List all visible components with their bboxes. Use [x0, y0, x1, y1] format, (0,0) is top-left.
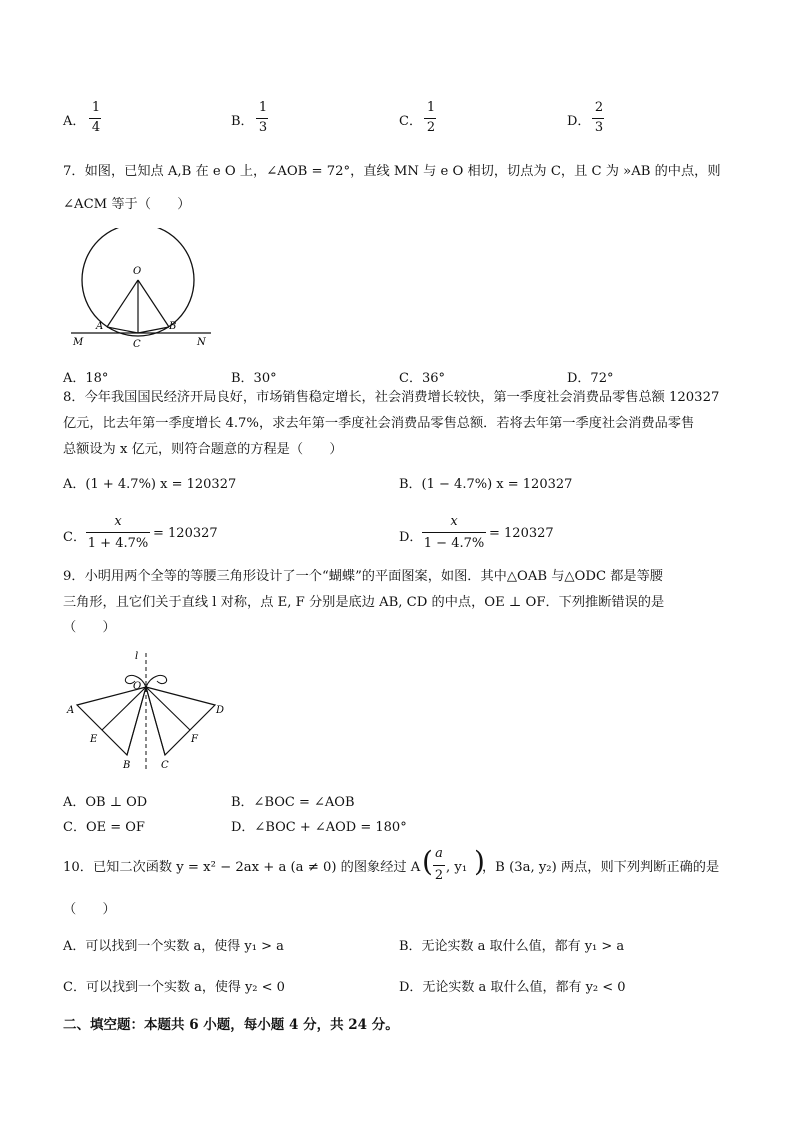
q8-option-c-rhs: = 120327 [153, 526, 218, 541]
q10-line2: （ ） [63, 902, 116, 917]
q10-pointa-num: a [435, 846, 443, 861]
q10-paren-open: ( [422, 845, 433, 878]
q10-suffix: ，B (3a, y₂) 两点，则下列判断正确的是 [482, 860, 720, 875]
q6-option-c-bar [424, 118, 436, 119]
q9-option-a: A．OB ⊥ OD [63, 795, 148, 810]
q9-option-b: B．∠BOC = ∠AOB [231, 795, 355, 810]
q10-pointa-den: 2 [434, 868, 444, 883]
segment-ob [127, 687, 146, 755]
q6-option-c-letter: C． [399, 114, 422, 129]
q7-circle-figure [63, 228, 213, 350]
q9-line3: （ ） [63, 620, 116, 635]
q6-option-d-num: 2 [594, 100, 604, 115]
label-o: O [133, 266, 142, 277]
q7-line2: ∠ACM 等于（ ） [63, 197, 191, 212]
q6-option-a-den: 4 [91, 120, 101, 135]
q6-option-d-letter: D． [567, 114, 591, 129]
q8-option-d-den: 1 − 4.7% [423, 536, 485, 551]
label-a: A [96, 321, 104, 332]
q7-option-b: B．30° [231, 371, 277, 386]
q10-option-c: C．可以找到一个实数 a，使得 y₂ < 0 [63, 980, 285, 995]
q9-butterfly-figure [63, 645, 238, 773]
q9-line2: 三角形，且它们关于直线 l 对称，点 E, F 分别是底边 AB, CD 的中点，OE ⊥ OF．下列推断错误的是 [63, 595, 665, 610]
label-o: O [133, 681, 142, 692]
label-b: B [123, 760, 131, 771]
label-n: N [197, 337, 206, 348]
q10-option-a: A．可以找到一个实数 a，使得 y₁ > a [63, 939, 284, 954]
q10-prefix: 10．已知二次函数 y = x² − 2ax + a (a ≠ 0) 的图象经过 A [63, 860, 421, 875]
q6-option-d-bar [592, 118, 604, 119]
q6-option-b-bar [256, 118, 268, 119]
label-a: A [67, 705, 75, 716]
segment-ob [138, 280, 169, 327]
label-c: C [133, 339, 141, 350]
q8-option-c-den: 1 + 4.7% [87, 536, 149, 551]
q8-line1: 8．今年我国国民经济开局良好，市场销售稳定增长，社会消费增长较快，第一季度社会消费品零售总额 120327 [63, 390, 720, 405]
q7-option-d: D．72° [567, 371, 614, 386]
q8-option-d-letter: D． [399, 530, 423, 545]
q10-option-b: B．无论实数 a 取什么值，都有 y₁ > a [399, 939, 625, 954]
q9-option-c: C．OE = OF [63, 820, 145, 835]
q10-paren-close: ) [474, 845, 485, 878]
q8-option-d-bar [422, 532, 486, 533]
section-2-heading: 二、填空题：本题共 6 小题，每小题 4 分，共 24 分。 [63, 1017, 399, 1033]
q6-option-b-den: 3 [258, 120, 268, 135]
q8-option-d-num: x [450, 514, 458, 529]
antenna-right [146, 675, 167, 687]
q6-option-c-num: 1 [426, 100, 436, 115]
label-c: C [161, 760, 169, 771]
label-d: D [216, 705, 225, 716]
q7-option-c: C．36° [399, 371, 445, 386]
q8-option-c-bar [86, 532, 150, 533]
q6-option-c-den: 2 [426, 120, 436, 135]
q6-option-a-num: 1 [91, 100, 101, 115]
q8-option-a: A．(1 + 4.7%) x = 120327 [63, 477, 237, 492]
label-l: l [135, 651, 139, 662]
label-m: M [73, 337, 84, 348]
q6-option-b-letter: B． [231, 114, 254, 129]
q6-option-d-den: 3 [594, 120, 604, 135]
q7-option-a: A．18° [63, 371, 109, 386]
label-b: B [169, 321, 177, 332]
label-e: E [90, 734, 98, 745]
q6-option-b-num: 1 [258, 100, 268, 115]
segment-oa [107, 280, 138, 327]
label-f: F [191, 734, 198, 745]
q10-pointa-tail: , y₁ [446, 860, 468, 875]
q8-option-b: B．(1 − 4.7%) x = 120327 [399, 477, 573, 492]
q8-line3: 总额设为 x 亿元，则符合题意的方程是（ ） [63, 442, 343, 457]
q8-option-d-rhs: = 120327 [489, 526, 554, 541]
q10-pointa-bar [433, 865, 445, 866]
q9-line1: 9．小明用两个全等的等腰三角形设计了一个“蝴蝶”的平面图案，如图．其中△OAB 与△ODC 都是等腰 [63, 569, 663, 584]
q8-option-c-letter: C． [63, 530, 86, 545]
q8-line2: 亿元，比去年第一季度增长 4.7%，求去年第一季度社会消费品零售总额．若将去年第一季度社会消费品零售 [63, 416, 695, 431]
q10-option-d: D．无论实数 a 取什么值，都有 y₂ < 0 [399, 980, 626, 995]
q6-option-a-letter: A． [63, 114, 86, 129]
q7-line1: 7．如图，已知点 A,B 在 e O 上，∠AOB = 72°，直线 MN 与 e O 相切，切点为 C，且 C 为 »AB 的中点，则 [63, 164, 721, 179]
q8-option-c-num: x [114, 514, 122, 529]
q6-option-a-bar [89, 118, 101, 119]
q9-option-d: D．∠BOC + ∠AOD = 180° [231, 820, 407, 835]
segment-oc [146, 687, 165, 755]
